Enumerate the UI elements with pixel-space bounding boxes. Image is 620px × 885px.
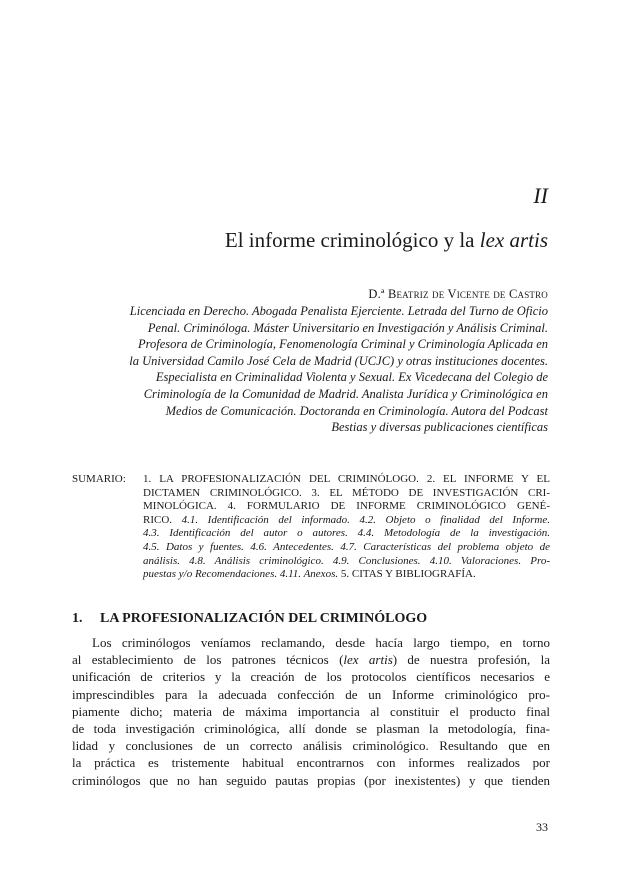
bio-line: Bestias y diversas publicaciones científicas xyxy=(331,420,548,435)
summary-line xyxy=(143,487,550,501)
summary-italic: 4.1. Identificación del informado. 4.2. Objeto o finalidad del Informe. xyxy=(181,513,551,526)
line-text: Los criminólogos veníamos reclamando, desde hacía largo tiempo, en torno xyxy=(92,635,550,650)
line-text: al establecimiento de los patrones técnicos ( xyxy=(72,652,344,668)
page-number: 33 xyxy=(536,820,548,834)
chapter-title-italic: lex artis xyxy=(479,228,548,252)
bio-line: Profesora de Criminología, Fenomenología Criminal y Criminología Aplicada en xyxy=(137,337,548,352)
paragraph-line xyxy=(72,634,550,651)
paragraph-line xyxy=(72,772,550,789)
author-prefix: D.ª xyxy=(368,287,385,301)
chapter-number: II xyxy=(533,183,548,208)
line-text: piamente dicho; materia de máxima importancia al constituir el producto final xyxy=(72,703,550,719)
summary-label: SUMARIO: xyxy=(72,473,126,485)
summary-line xyxy=(143,541,550,555)
line-text: unificación de criterios y la creación de los protocolos científicos necesarios e xyxy=(72,669,550,685)
line-text-after: ) de nuestra profesión, la xyxy=(392,652,550,668)
section-heading xyxy=(72,611,427,627)
line-italic: lex artis xyxy=(343,652,393,668)
line-text: lidad y conclusiones de un correcto análisis criminológico. Resultando que en xyxy=(72,738,550,754)
paragraph-line xyxy=(72,737,550,754)
summary-line xyxy=(143,568,550,582)
paragraph-line xyxy=(72,754,550,771)
paragraph-line xyxy=(72,703,550,720)
summary-italic: 4.3. Identificación del autor o autores. 4.4. Metodología de la investigación. xyxy=(143,527,550,540)
summary-italic: 4.5. Datos y fuentes. 4.6. Antecedentes. 4.7. Características del problema objeto de xyxy=(143,540,550,553)
paragraph-line xyxy=(72,686,550,703)
chapter-title xyxy=(225,228,548,253)
section-number: 1. xyxy=(72,611,83,626)
paragraph-line xyxy=(72,668,550,685)
line-text: la práctica es tristemente habitual encontrarnos con informes realizados por xyxy=(72,755,550,771)
author-bio xyxy=(48,303,548,436)
bio-line: Penal. Criminóloga. Máster Universitario en Investigación y Análisis Criminal. xyxy=(147,320,548,335)
summary-roman: MINOLÓGICA. 4. FORMULARIO DE INFORME CRIMINOLÓGICO GENÉ- xyxy=(143,500,550,513)
author-name xyxy=(368,287,548,302)
summary-italic: puestas y/o Recomendaciones. 4.11. Anexos. xyxy=(143,568,339,581)
summary-tail: 5. CITAS Y BIBLIOGRAFÍA. xyxy=(338,568,476,581)
bio-line: la Universidad Camilo José Cela de Madrid (UCJC) y otras instituciones docentes. xyxy=(129,353,548,368)
bio-line: Medios de Comunicación. Doctoranda en Criminología. Autora del Podcast xyxy=(165,403,548,418)
summary-line xyxy=(143,555,550,569)
line-text: criminólogos que no han seguido pautas propias (por inexistentes) y que tienden xyxy=(72,772,550,788)
summary-roman: 1. LA PROFESIONALIZACIÓN DEL CRIMINÓLOGO. 2. EL INFORME Y EL xyxy=(143,473,550,485)
summary-line xyxy=(143,500,550,514)
summary-roman: DICTAMEN CRIMINOLÓGICO. 3. EL MÉTODO DE INVESTIGACIÓN CRI- xyxy=(143,486,550,499)
bio-line: Criminología de la Comunidad de Madrid. Analista Jurídica y Criminológica en xyxy=(143,386,548,401)
line-text: de toda investigación criminológica, allí donde se plasman la metodología, fina- xyxy=(72,721,550,737)
summary-line xyxy=(143,473,550,487)
summary-italic: análisis. 4.8. Análisis criminológico. 4.9. Conclusiones. 4.10. Valoraciones. Pro- xyxy=(143,554,550,567)
paragraph-line xyxy=(72,720,550,737)
bio-line: Licenciada en Derecho. Abogada Penalista Ejerciente. Letrada del Turno de Oficio xyxy=(129,304,548,318)
body-paragraph xyxy=(72,634,550,789)
author-name-text: Beatriz de Vicente de Castro xyxy=(387,287,548,301)
summary-line xyxy=(143,514,550,528)
chapter-title-main: El informe criminológico y la xyxy=(224,228,475,252)
paragraph-line xyxy=(72,651,550,668)
line-text: imprescindibles para la adecuada confección de un Informe criminológico pro- xyxy=(72,686,550,702)
section-title: LA PROFESIONALIZACIÓN DEL CRIMINÓLOGO xyxy=(100,611,428,626)
summary-line xyxy=(143,527,550,541)
bio-line: Especialista en Criminalidad Violenta y Sexual. Ex Vicedecana del Colegio de xyxy=(155,370,548,385)
summary-body xyxy=(143,473,550,582)
summary-roman: RICO. xyxy=(143,513,182,526)
